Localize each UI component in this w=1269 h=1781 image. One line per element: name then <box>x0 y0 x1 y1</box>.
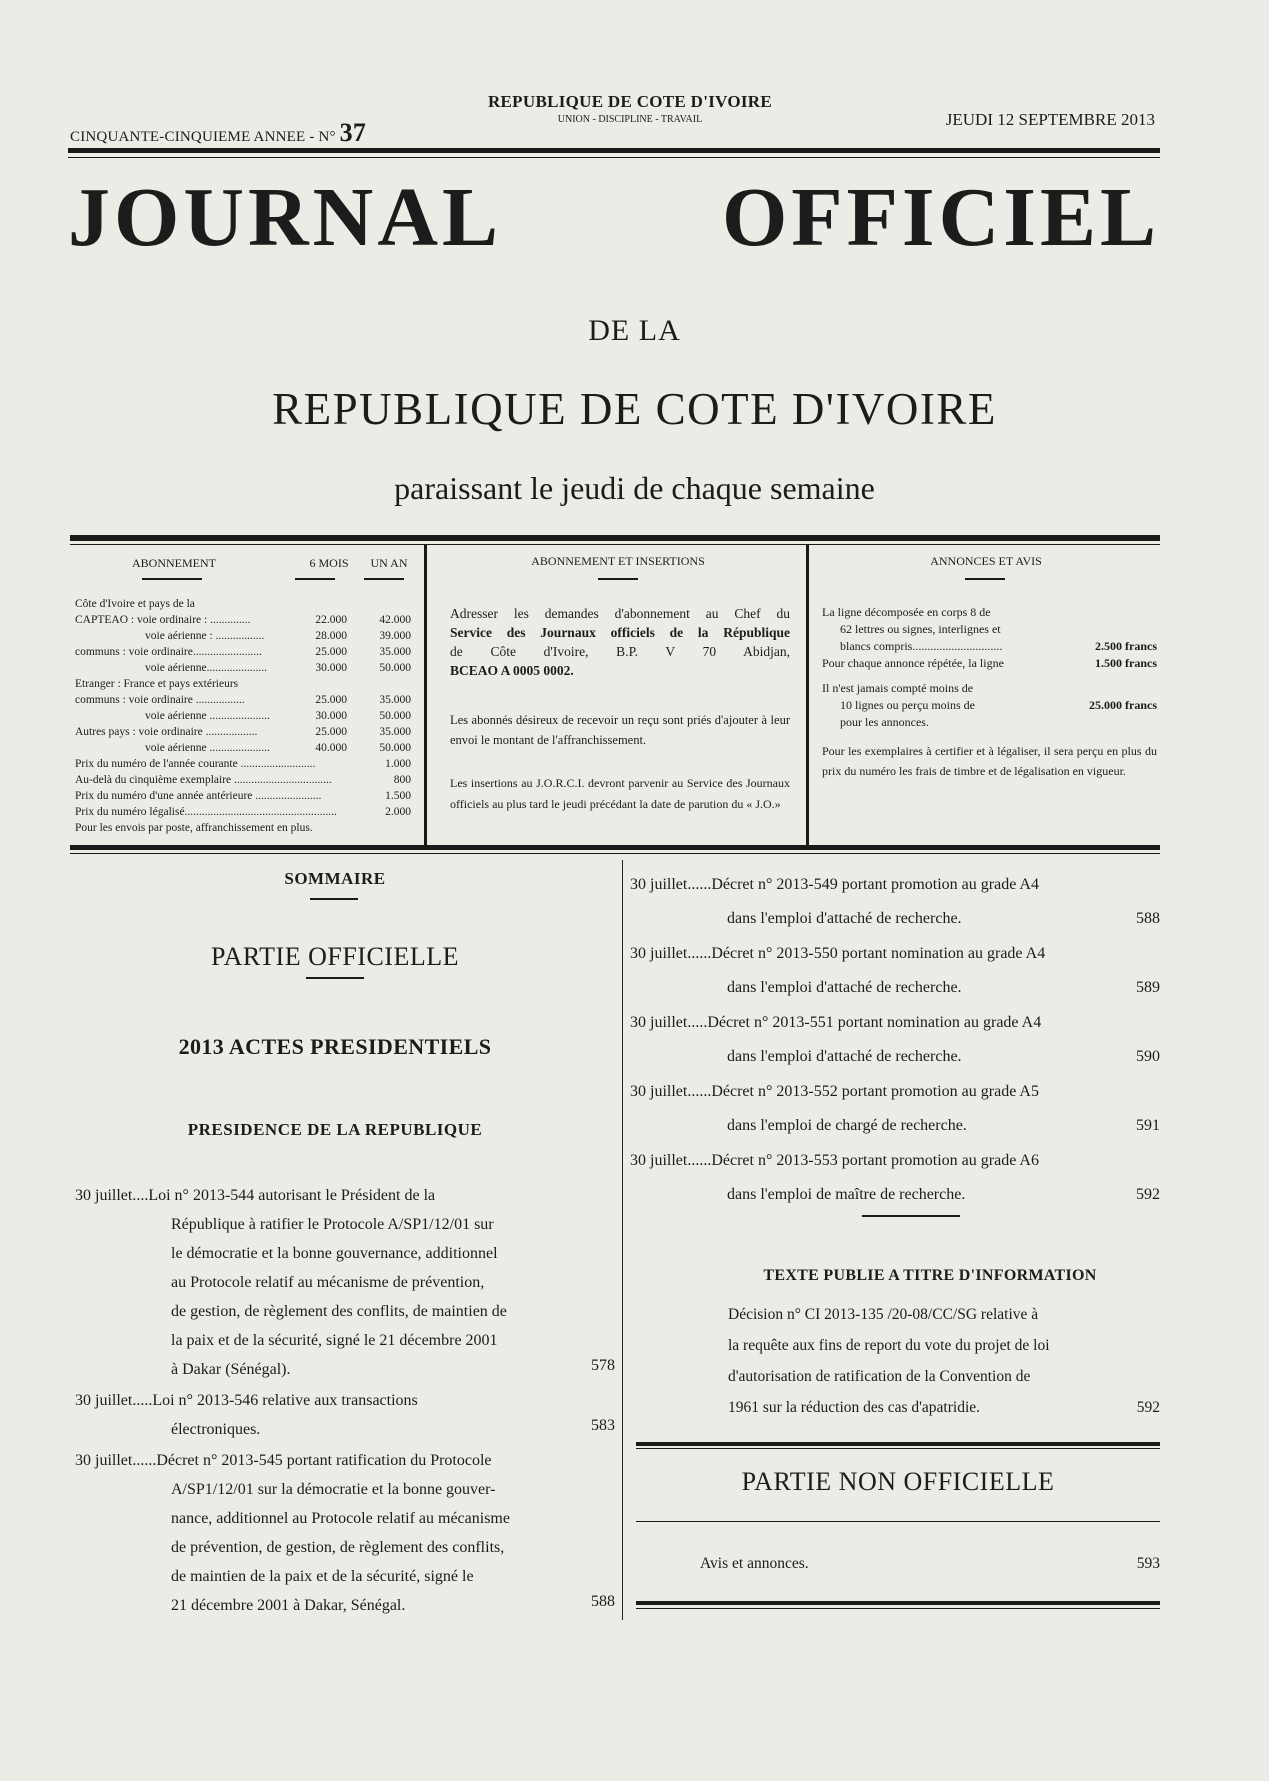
country-name: REPUBLIQUE DE COTE D'IVOIRE <box>487 92 773 111</box>
issue-date: JEUDI 12 SEPTEMBRE 2013 <box>945 110 1155 129</box>
tarif-row <box>75 692 411 708</box>
title-officiel: OFFICIEL <box>721 171 1160 264</box>
sommaire-underline <box>310 898 358 900</box>
sommaire-entry <box>630 1075 1160 1143</box>
tarif-row <box>75 820 411 836</box>
sommaire-entry <box>75 1446 615 1620</box>
sommaire-entry <box>630 1006 1160 1074</box>
tarif-row <box>75 596 411 612</box>
annonces-price-row <box>822 697 1157 714</box>
abonnement-receipt-note: Les abonnés désireux de recevoir un reçu sont priés d'ajouter à leur envoi le montant de l'affranchissement. <box>450 713 790 747</box>
masthead-rule <box>68 148 1160 153</box>
annonces-line: Pour chaque annonce répétée, la ligne <box>822 656 1004 670</box>
abonnement-underline <box>598 578 638 580</box>
tarif-6mois <box>295 676 347 692</box>
tarif-an: 50.000 <box>379 662 411 674</box>
insertions-note: Les insertions au J.O.R.C.I. devront parvenir au Service des Journaux officiels au plus tard le jeudi précédant la date de parution du « J.O.» <box>450 776 790 811</box>
texte-info-line: Décision n° CI 2013-135 /20-08/CC/SG relative à <box>728 1306 1039 1323</box>
avis-page: 593 <box>1136 1555 1160 1572</box>
tarif-label: Au-delà du cinquième exemplaire .................................. <box>75 774 332 786</box>
annonces-line: 10 lignes ou perçu moins de <box>840 698 975 712</box>
tarif-row <box>75 660 411 676</box>
tarif-label: voie aérienne : ................. <box>145 630 265 642</box>
tarif-6mois <box>337 804 370 820</box>
tarif-row <box>75 740 411 756</box>
entry-line: de prévention, de gestion, de règlement des conflits, <box>171 1539 505 1556</box>
entry-date: 30 juillet...... <box>630 1152 712 1169</box>
entry-date: 30 juillet.... <box>75 1187 149 1204</box>
abonnement-insertions-header: ABONNEMENT ET INSERTIONS <box>531 554 705 568</box>
left-entries <box>75 1181 615 1622</box>
box-bottom-rule-thin <box>70 853 1160 854</box>
tarif-row <box>75 756 411 772</box>
entry-date: 30 juillet..... <box>75 1392 153 1409</box>
tarif-6mois: 30.000 <box>315 662 347 674</box>
non-officielle-rule <box>636 1442 1160 1446</box>
annonces-price: 2.500 francs <box>1095 639 1157 653</box>
tarif-label: communs : voie ordinaire........................ <box>75 646 262 658</box>
entry-line <box>630 1040 1160 1074</box>
sommaire-title: SOMMAIRE <box>284 869 386 888</box>
tarif-row <box>75 724 411 740</box>
entry-line: le démocratie et la bonne gouvernance, additionnel <box>171 1245 498 1262</box>
tarif-an <box>357 820 411 836</box>
tarif-row <box>75 644 411 660</box>
tarif-table <box>75 596 411 836</box>
journal-title <box>68 171 1160 264</box>
tarif-an: 35.000 <box>379 726 411 738</box>
entry-line <box>630 1144 1160 1178</box>
sommaire-entry <box>630 1144 1160 1212</box>
entry-text: dans l'emploi d'attaché de recherche. <box>727 910 962 927</box>
right-divider <box>862 1215 960 1217</box>
bottom-rule <box>636 1601 1160 1605</box>
annonces-price-row <box>822 638 1157 655</box>
tarif-6mois <box>313 820 357 836</box>
entry-date: 30 juillet..... <box>630 1014 708 1031</box>
partie-officielle-underline <box>306 977 364 979</box>
entry-line <box>75 1181 615 1210</box>
entry-page: 590 <box>1136 1048 1160 1065</box>
address-line-3: de Côte d'Ivoire, B.P. V 70 Abidjan, <box>450 644 790 659</box>
annonces-header: ANNONCES ET AVIS <box>930 554 1042 568</box>
tarif-an: 42.000 <box>379 614 411 626</box>
texte-info-block <box>728 1299 1160 1423</box>
entry-line: nance, additionnel au Protocole relatif au mécanisme <box>171 1510 510 1527</box>
entry-line <box>630 971 1160 1005</box>
tarif-label: Etranger : France et pays extérieurs <box>75 678 239 690</box>
tarif-label: Côte d'Ivoire et pays de la <box>75 598 195 610</box>
tarif-6mois <box>332 772 368 788</box>
entry-date: 30 juillet...... <box>630 945 712 962</box>
entry-line: République à ratifier le Protocole A/SP1/12/01 sur <box>171 1216 494 1233</box>
non-officielle-rule-thin <box>636 1448 1160 1449</box>
entry-page: 583 <box>591 1417 615 1434</box>
tarif-an: 39.000 <box>379 630 411 642</box>
entry-text: Décret n° 2013-550 portant nomination au grade A4 <box>711 945 1046 962</box>
tarif-6mois <box>295 596 347 612</box>
tarif-row <box>75 788 411 804</box>
sommaire-entry <box>630 868 1160 936</box>
entry-page: 589 <box>1136 979 1160 996</box>
entry-line: 21 décembre 2001 à Dakar, Sénégal. <box>171 1597 406 1614</box>
sommaire-entry <box>75 1181 615 1384</box>
entry-line <box>630 902 1160 936</box>
tarif-an: 1.500 <box>385 790 411 802</box>
tarif-an: 50.000 <box>379 742 411 754</box>
entry-line <box>630 1075 1160 1109</box>
title-journal: JOURNAL <box>68 171 503 264</box>
tarif-underline-3 <box>364 578 404 580</box>
tarif-label: voie aérienne..................... <box>145 662 267 674</box>
texte-info-page: 592 <box>1136 1399 1160 1416</box>
tarif-6mois: 28.000 <box>315 630 347 642</box>
tarif-underline <box>142 578 202 580</box>
tarif-row <box>75 772 411 788</box>
annonces-pricing <box>822 604 1157 781</box>
entry-text: Loi n° 2013-546 relative aux transactions <box>152 1392 418 1409</box>
entry-line <box>630 1006 1160 1040</box>
subtitle-de-la: DE LA <box>588 314 681 347</box>
box-top-rule <box>70 535 1160 541</box>
entry-line <box>630 937 1160 971</box>
address-line-4: BCEAO A 0005 0002. <box>450 663 574 678</box>
annonces-underline <box>965 578 1005 580</box>
tarif-row <box>75 708 411 724</box>
annonces-line: pour les annonces. <box>840 715 929 729</box>
tarif-underline-2 <box>295 578 335 580</box>
entry-page: 592 <box>1136 1186 1160 1203</box>
box-divider-2 <box>806 545 809 845</box>
entry-line <box>630 1109 1160 1143</box>
tarif-label: Autres pays : voie ordinaire .................. <box>75 726 258 738</box>
entry-text: dans l'emploi d'attaché de recherche. <box>727 1048 962 1065</box>
box-top-rule-thin <box>70 544 1160 545</box>
entry-line: la paix et de la sécurité, signé le 21 décembre 2001 <box>171 1332 498 1349</box>
national-motto: UNION - DISCIPLINE - TRAVAIL <box>557 114 703 125</box>
entry-text: Décret n° 2013-553 portant promotion au grade A6 <box>711 1152 1039 1169</box>
annonces-price: 25.000 francs <box>1089 698 1157 712</box>
masthead-rule-thin <box>68 157 1160 158</box>
republic-title: REPUBLIQUE DE COTE D'IVOIRE <box>272 384 997 434</box>
annonces-line: 62 lettres ou signes, interlignes et <box>840 622 1001 636</box>
sommaire-entry <box>75 1386 615 1444</box>
sommaire-entry <box>630 937 1160 1005</box>
entry-date: 30 juillet...... <box>630 1083 712 1100</box>
tarif-row <box>75 628 411 644</box>
tarif-6mois: 25.000 <box>315 694 347 706</box>
tarif-label: Prix du numéro d'une année antérieure ....................... <box>75 790 322 802</box>
box-divider-1 <box>424 545 427 845</box>
texte-info-line: la requête aux fins de report du vote du projet de loi <box>728 1337 1050 1354</box>
tarif-an: 2.000 <box>385 806 411 818</box>
entry-page: 588 <box>591 1593 615 1610</box>
tarif-row <box>75 676 411 692</box>
actes-presidentiels-title: 2013 ACTES PRESIDENTIELS <box>178 1034 492 1059</box>
entry-line: électroniques. <box>171 1421 261 1438</box>
tarif-col-6mois: 6 MOIS <box>309 556 349 570</box>
partie-non-officielle-title: PARTIE NON OFFICIELLE <box>741 1467 1055 1496</box>
entry-line <box>75 1446 615 1475</box>
entry-text: dans l'emploi de chargé de recherche. <box>727 1117 967 1134</box>
tarif-row <box>75 804 411 820</box>
annonces-line: Il n'est jamais compté moins de <box>822 681 974 695</box>
year-label: CINQUANTE-CINQUIEME ANNEE - N° <box>70 129 336 145</box>
tarif-6mois: 25.000 <box>315 726 347 738</box>
annonces-price-row <box>822 655 1157 672</box>
tarif-6mois: 25.000 <box>315 646 347 658</box>
partie-officielle-title: PARTIE OFFICIELLE <box>211 942 459 971</box>
entry-line <box>630 868 1160 902</box>
texte-info-title: TEXTE PUBLIE A TITRE D'INFORMATION <box>763 1267 1097 1284</box>
entry-text: Décret n° 2013-545 portant ratification du Protocole <box>156 1452 492 1469</box>
entry-date: 30 juillet...... <box>630 876 712 893</box>
entry-line <box>630 1178 1160 1212</box>
address-line-1: Adresser les demandes d'abonnement au Chef du <box>450 606 790 621</box>
tarif-6mois: 30.000 <box>315 710 347 722</box>
entry-page: 578 <box>591 1357 615 1374</box>
entry-date: 30 juillet...... <box>75 1452 157 1469</box>
presidence-title: PRESIDENCE DE LA REPUBLIQUE <box>187 1120 483 1139</box>
tarif-label: voie aérienne ..................... <box>145 742 270 754</box>
abonnement-address <box>450 604 790 680</box>
column-separator <box>622 860 623 1620</box>
entry-text: dans l'emploi de maître de recherche. <box>727 1186 966 1203</box>
tarif-label: Prix du numéro légalisé..................................................... <box>75 806 337 818</box>
tarif-col-an: UN AN <box>370 556 408 570</box>
entry-line: au Protocole relatif au mécanisme de prévention, <box>171 1274 485 1291</box>
country-header <box>430 92 830 125</box>
tarif-6mois: 22.000 <box>315 614 347 626</box>
entry-text: Décret n° 2013-549 portant promotion au grade A4 <box>711 876 1039 893</box>
avis-rule <box>636 1521 1160 1522</box>
entry-text: Décret n° 2013-551 portant nomination au grade A4 <box>707 1014 1042 1031</box>
tarif-label: communs : voie ordinaire ................. <box>75 694 245 706</box>
texte-info-line <box>728 1392 1160 1423</box>
tarif-header <box>80 556 415 571</box>
tarif-label: voie aérienne ..................... <box>145 710 270 722</box>
right-entries <box>630 868 1160 1213</box>
publication-frequency: paraissant le jeudi de chaque semaine <box>394 470 875 506</box>
entry-text: Décret n° 2013-552 portant promotion au grade A5 <box>711 1083 1039 1100</box>
annonces-legal-note: Pour les exemplaires à certifier et à légaliser, il sera perçu en plus du prix du numéro les frais de timbre et de légalisation en vigueur. <box>822 744 1157 778</box>
tarif-an: 35.000 <box>379 646 411 658</box>
tarif-an: 1.000 <box>385 758 411 770</box>
tarif-header-label: ABONNEMENT <box>132 556 216 570</box>
box-bottom-rule <box>70 845 1160 850</box>
entry-page: 591 <box>1136 1117 1160 1134</box>
tarif-an: 800 <box>393 774 411 786</box>
issue-year-label <box>70 118 366 148</box>
avis-entry <box>700 1555 1160 1573</box>
entry-line <box>75 1386 615 1415</box>
tarif-an: 50.000 <box>379 710 411 722</box>
entry-text: dans l'emploi d'attaché de recherche. <box>727 979 962 996</box>
entry-line: A/SP1/12/01 sur la démocratie et la bonne gouver- <box>171 1481 496 1498</box>
tarif-an: 35.000 <box>379 694 411 706</box>
texte-info-text: 1961 sur la réduction des cas d'apatridie. <box>728 1399 981 1416</box>
bottom-rule-thin <box>636 1608 1160 1609</box>
tarif-label: CAPTEAO : voie ordinaire : .............. <box>75 614 251 626</box>
entry-page: 588 <box>1136 910 1160 927</box>
entry-line: de gestion, de règlement des conflits, de maintien de <box>171 1303 507 1320</box>
texte-info-line: d'autorisation de ratification de la Convention de <box>728 1368 1031 1385</box>
entry-text: Loi n° 2013-544 autorisant le Président de la <box>148 1187 436 1204</box>
tarif-row <box>75 612 411 628</box>
tarif-6mois: 40.000 <box>315 742 347 754</box>
tarif-label: Prix du numéro de l'année courante .......................... <box>75 758 316 770</box>
tarif-6mois <box>321 788 361 804</box>
tarif-6mois <box>315 756 358 772</box>
annonces-line: La ligne décomposée en corps 8 de <box>822 605 991 619</box>
tarif-an <box>347 596 411 612</box>
avis-label: Avis et annonces. <box>700 1555 809 1572</box>
entry-line: de maintien de la paix et de la sécurité, signé le <box>171 1568 474 1585</box>
issue-number: 37 <box>339 118 367 147</box>
tarif-label: Pour les envois par poste, affranchissement en plus. <box>75 822 313 834</box>
annonces-price: 1.500 francs <box>1095 656 1157 670</box>
address-line-2: Service des Journaux officiels de la République <box>450 625 790 640</box>
entry-line: à Dakar (Sénégal). <box>171 1361 291 1378</box>
tarif-an <box>347 676 411 692</box>
annonces-line: blancs compris.............................. <box>840 639 1003 653</box>
